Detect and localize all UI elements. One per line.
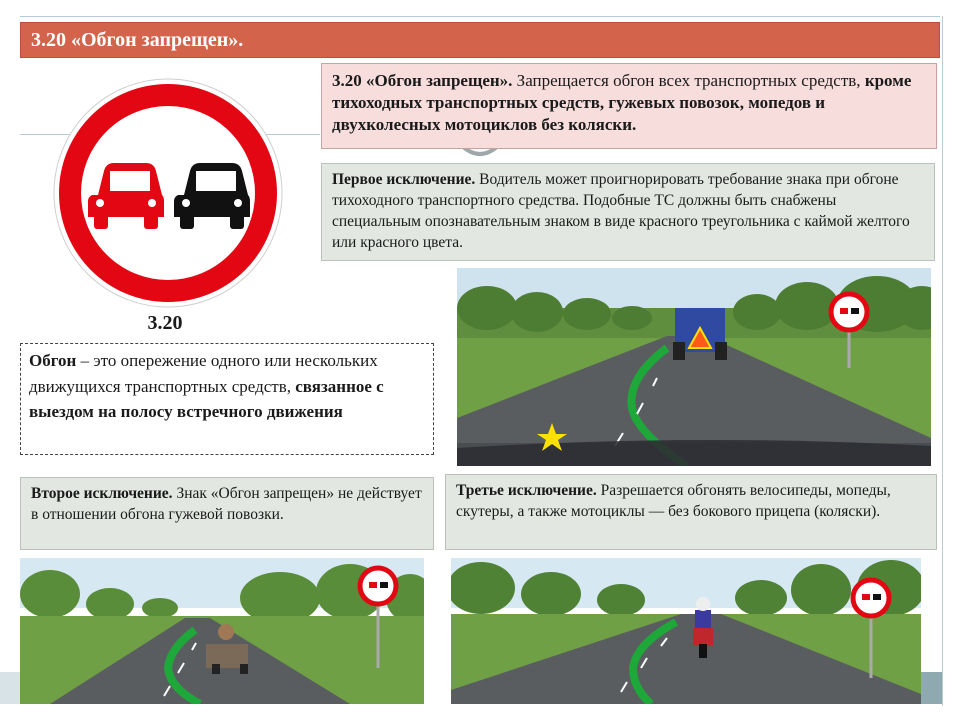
definition-box — [20, 343, 434, 455]
main-rule-text: Запрещается обгон всех транспортных средств, — [512, 71, 865, 90]
exception-1-box — [321, 163, 935, 261]
definition-term: Обгон — [29, 351, 77, 370]
definition-bold: связанное с выездом на полосу встречного движения — [29, 376, 384, 421]
page-title: 3.20 «Обгон запрещен». — [20, 22, 940, 58]
exception-2-lead: Второе исключение. — [31, 485, 173, 502]
exception-2-box — [20, 477, 434, 550]
main-rule-lead: 3.20 «Обгон запрещен». — [332, 71, 513, 90]
scene-motorcycle-image — [451, 558, 921, 704]
exception-3-box — [445, 474, 937, 550]
frame-line-right — [942, 16, 943, 706]
scene-tractor-image — [457, 268, 931, 466]
main-rule-bold: кроме тихоходных транспортных средств, гужевых повозок, мопедов и двухколесных мотоциклов без коляски. — [332, 71, 912, 135]
exception-3-text: Разрешается обгонять велосипеды, мопеды, скутеры, а также мотоциклы — без бокового прицепа (коляски). — [456, 482, 891, 520]
exception-1-lead: Первое исключение. — [332, 171, 476, 188]
frame-line-top — [20, 16, 940, 17]
main-rule-box — [321, 63, 937, 149]
decorative-strip-left — [0, 672, 20, 704]
no-overtaking-sign — [52, 77, 284, 309]
definition-text: – это опережение одного или нескольких движущихся транспортных средств, — [29, 351, 378, 396]
exception-3-lead: Третье исключение. — [456, 482, 597, 499]
decorative-strip-right — [921, 672, 942, 704]
exception-2-text: Знак «Обгон запрещен» не действует в отношении обгона гужевой повозки. — [31, 485, 422, 523]
scene-cart-image — [20, 558, 424, 704]
sign-code-label: 3.20 — [147, 312, 183, 334]
exception-1-text: Водитель может проигнорировать требование знака при обгоне тихоходного транспортного средства. Подобные ТС должны быть снабжены специальным опознавательным знаком в виде красного треугольника с каймой желтого или красного цвета. — [332, 171, 910, 251]
